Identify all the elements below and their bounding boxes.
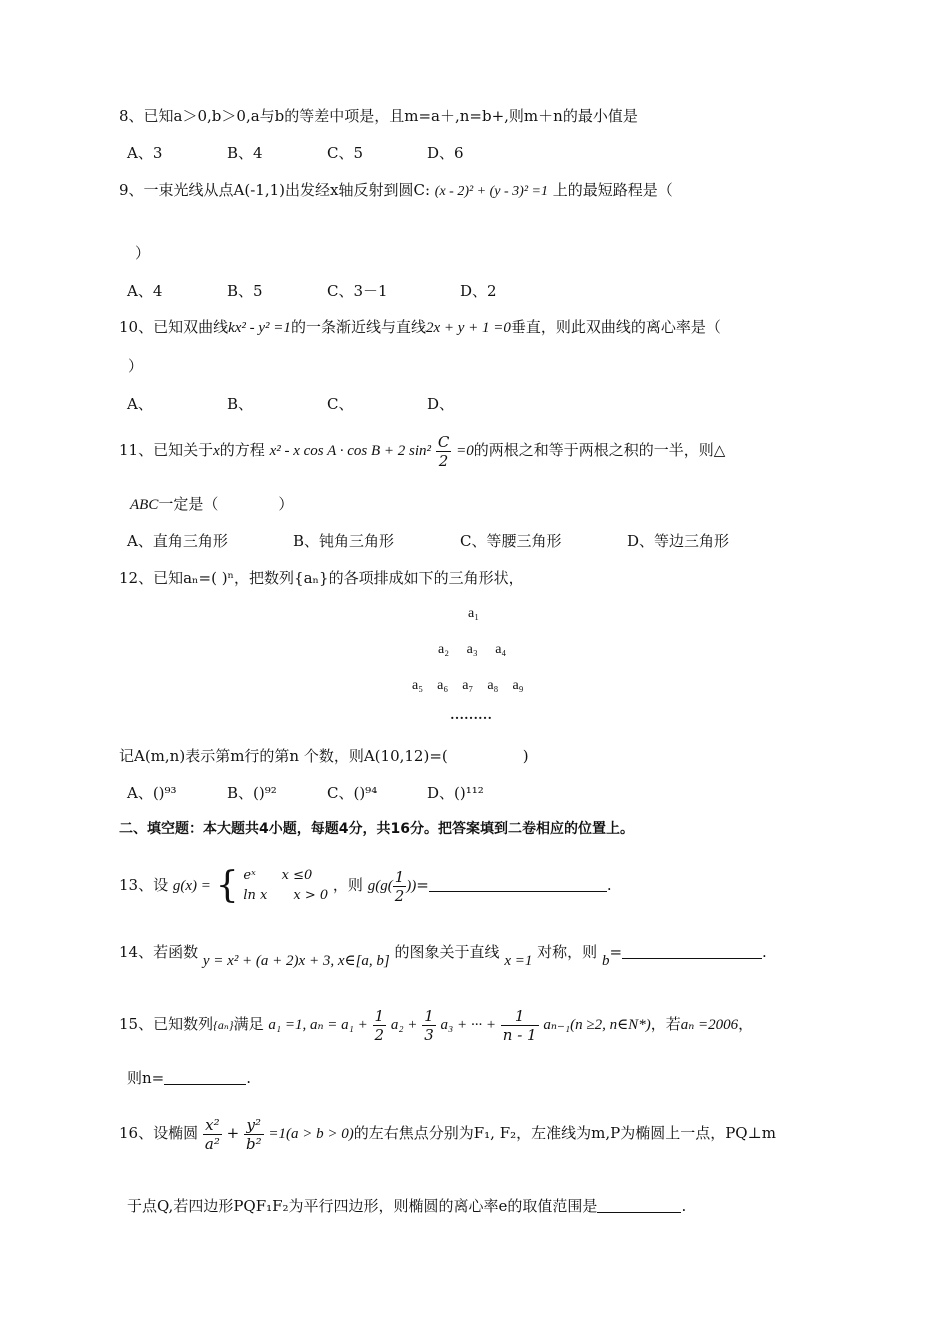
q13-answer-blank[interactable] <box>429 875 607 892</box>
triangle-row-2 <box>438 642 506 658</box>
q16-frac-y-den: b² <box>245 1134 262 1153</box>
q11-option-c: C、等腰三角形 <box>460 532 562 550</box>
q15-frac-2-num: 1 <box>424 1006 434 1025</box>
q12-note: 记A(m,n)表示第m行的第n 个数，则A(10,12)=( ) <box>119 747 529 765</box>
q11-option-d: D、等边三角形 <box>627 532 730 550</box>
q13-mid: ，则 <box>332 876 363 894</box>
q13-cases <box>243 866 328 906</box>
q10-close-paren: ） <box>128 357 144 375</box>
q14-b: b <box>601 953 610 969</box>
q15-num: 15、已知数列 <box>119 1015 214 1033</box>
q16-line2 <box>127 1196 686 1216</box>
triangle-dots: ……… <box>450 708 492 723</box>
q14-eq: = <box>609 943 623 961</box>
q13-num: 13、设 <box>119 876 169 894</box>
q16-frac-y <box>244 1116 264 1153</box>
q14-after: 对称，则 <box>537 943 598 961</box>
q15-stem <box>119 1002 753 1047</box>
q16-end: . <box>681 1197 687 1215</box>
q16-line2-text: 于点Q,若四边形PQF₁F₂为平行四边形，则椭圆的离心率e的取值范围是 <box>127 1197 598 1215</box>
q13-frac-num: 1 <box>394 867 405 886</box>
q15-end: . <box>246 1069 252 1087</box>
q13-expr-left: g(g( <box>367 878 393 894</box>
q12-option-c: C、()⁹⁴ <box>327 784 378 802</box>
q11-equation-right: =0 <box>456 443 474 459</box>
q13-case-2: ln x x > 0 <box>243 888 329 903</box>
triangle-term: a₁ <box>468 606 480 621</box>
q15-frac-1 <box>373 1007 387 1044</box>
q11-var-abc: ABC <box>130 497 159 513</box>
q11-frac-den: 2 <box>438 451 449 470</box>
q15-frac-3-den: n - 1 <box>502 1025 537 1044</box>
q10-stem-before: 10、已知双曲线 <box>119 318 229 336</box>
q15-comma: ， <box>738 1015 754 1033</box>
q16-frac-y-num: y² <box>244 1116 264 1135</box>
q15-line2-text: 则n= <box>127 1069 165 1087</box>
q9-circle-formula: (x - 2)² + (y - 3)² =1 <box>434 184 548 199</box>
q15-frac-2-den: 3 <box>424 1025 434 1044</box>
q13-brace: { <box>215 865 239 906</box>
q15-frac-2 <box>422 1007 436 1044</box>
q11-frac-num: C <box>437 432 450 451</box>
q14-stem <box>119 942 767 969</box>
q8-option-d: D、6 <box>427 144 464 162</box>
q13-expr-right: )) <box>406 878 417 894</box>
q15-formula-1: a₁ =1, aₙ = a₁ + <box>268 1017 368 1033</box>
q12-option-b: B、()⁹² <box>227 784 277 802</box>
q14-end: . <box>762 943 767 961</box>
q15-frac-1-num: 1 <box>374 1006 385 1025</box>
q10-option-c: C、 <box>327 395 354 413</box>
q15-formula-3: a₃ + ··· + <box>440 1017 497 1033</box>
q9-stem-before: 9、一束光线从点A(-1,1)出发经x轴反射到圆C: <box>119 181 430 199</box>
q12-option-d: D、()¹¹² <box>427 784 484 802</box>
q11-fraction <box>436 433 451 470</box>
q9-close-paren: ） <box>135 244 151 262</box>
q11-stem-after: 的两根之和等于两根之积的一半，则△ <box>473 441 726 459</box>
q11-stem-before: 11、已知关于 <box>119 441 214 459</box>
q10-option-b: B、 <box>227 395 254 413</box>
q13-frac-den: 2 <box>394 886 405 905</box>
q10-stem <box>119 317 721 338</box>
q16-frac-x-den: a² <box>204 1134 220 1153</box>
q15-line2 <box>127 1068 251 1088</box>
triangle-term: a₇ <box>462 678 474 693</box>
q16-frac-x <box>203 1116 222 1153</box>
triangle-term: a₃ <box>466 642 478 657</box>
q11-line2 <box>130 494 293 515</box>
q16-after: 的左右焦点分别为F₁, F₂，左准线为m,P为椭圆上一点，PQ⊥m <box>353 1124 776 1142</box>
q14-function: y = x² + (a + 2)x + 3, x∈[a, b] <box>202 953 390 969</box>
q15-formula-2: a₂ + <box>390 1017 418 1033</box>
q14-mid: 的图象关于直线 <box>394 943 500 961</box>
q16-answer-blank[interactable] <box>597 1196 681 1213</box>
q13-end: . <box>606 876 612 894</box>
q15-formula-5: aₙ =2006 <box>680 1017 739 1033</box>
q14-answer-blank[interactable] <box>622 942 762 959</box>
triangle-term: a₅ <box>412 678 424 693</box>
q14-line: x =1 <box>504 953 533 969</box>
q16-plus: + <box>226 1124 240 1142</box>
q9-option-c: C、3－1 <box>327 282 388 300</box>
triangle-term: a₂ <box>438 642 450 657</box>
q15-mid: 满足 <box>233 1015 264 1033</box>
q9-option-a: A、4 <box>127 282 163 300</box>
q10-stem-mid: 的一条渐近线与直线 <box>290 318 426 336</box>
q16-num: 16、设椭圆 <box>119 1124 199 1142</box>
q11-var-x: x <box>213 443 220 459</box>
q9-stem <box>119 180 673 202</box>
q15-seq: {aₙ} <box>213 1018 234 1032</box>
q11-equation-left: x² - x cos A · cos B + 2 sin² <box>269 443 432 459</box>
q15-after: ，若 <box>650 1015 681 1033</box>
q16-stem <box>119 1110 776 1157</box>
q16-frac-x-num: x² <box>203 1116 222 1135</box>
q12-stem: 12、已知aₙ=( )ⁿ，把数列{aₙ}的各项排成如下的三角形状， <box>119 569 524 587</box>
q8-option-c: C、5 <box>327 144 364 162</box>
q11-stem <box>119 428 725 473</box>
q16-condition: =1(a > b > 0) <box>268 1126 354 1142</box>
triangle-term: a₉ <box>512 678 524 693</box>
q10-stem-after: 垂直，则此双曲线的离心率是（ <box>510 318 721 336</box>
q8-option-a: A、3 <box>127 144 163 162</box>
q15-answer-blank[interactable] <box>164 1068 246 1085</box>
q11-stem-mid: 的方程 <box>219 441 265 459</box>
q13-fraction <box>393 868 407 905</box>
q15-frac-3-num: 1 <box>501 1007 539 1026</box>
triangle-term: a₄ <box>495 642 507 657</box>
q14-num: 14、若函数 <box>119 943 199 961</box>
q10-option-a: A、 <box>127 395 153 413</box>
q10-line-formula: 2x + y + 1 =0 <box>425 320 511 336</box>
q9-option-d: D、2 <box>460 282 497 300</box>
q10-option-d: D、 <box>427 395 455 413</box>
q15-frac-3 <box>501 1007 539 1044</box>
triangle-term: a₆ <box>437 678 449 693</box>
q11-line2-text: 一定是（ ） <box>158 495 294 513</box>
q15-formula-4: aₙ₋₁(n ≥2, n∈N*) <box>543 1017 651 1033</box>
triangle-row-1 <box>468 606 479 622</box>
q15-frac-1-den: 2 <box>374 1025 385 1044</box>
q13-stem <box>119 860 612 910</box>
q8-stem: 8、已知a＞0,b＞0,a与b的等差中项是，且m=a＋,n=b+,则m＋n的最小值是 <box>119 107 638 125</box>
triangle-term: a₈ <box>487 678 499 693</box>
q10-hyperbola-formula: kx² - y² =1 <box>228 320 291 336</box>
q13-case-1: eˣ x ≤0 <box>243 868 313 883</box>
q13-eq: = <box>416 876 429 894</box>
q13-g-def: g(x) = <box>172 878 211 894</box>
triangle-row-3 <box>412 678 524 694</box>
section-title: 二、填空题：本大题共4小题，每题4分，共16分。把答案填到二卷相应的位置上。 <box>119 821 634 837</box>
q9-stem-after: 上的最短路程是（ <box>552 181 673 199</box>
q8-option-b: B、4 <box>227 144 263 162</box>
q12-option-a: A、()⁹³ <box>127 784 177 802</box>
q11-option-a: A、直角三角形 <box>127 532 228 550</box>
q11-option-b: B、钝角三角形 <box>293 532 395 550</box>
q9-option-b: B、5 <box>227 282 263 300</box>
